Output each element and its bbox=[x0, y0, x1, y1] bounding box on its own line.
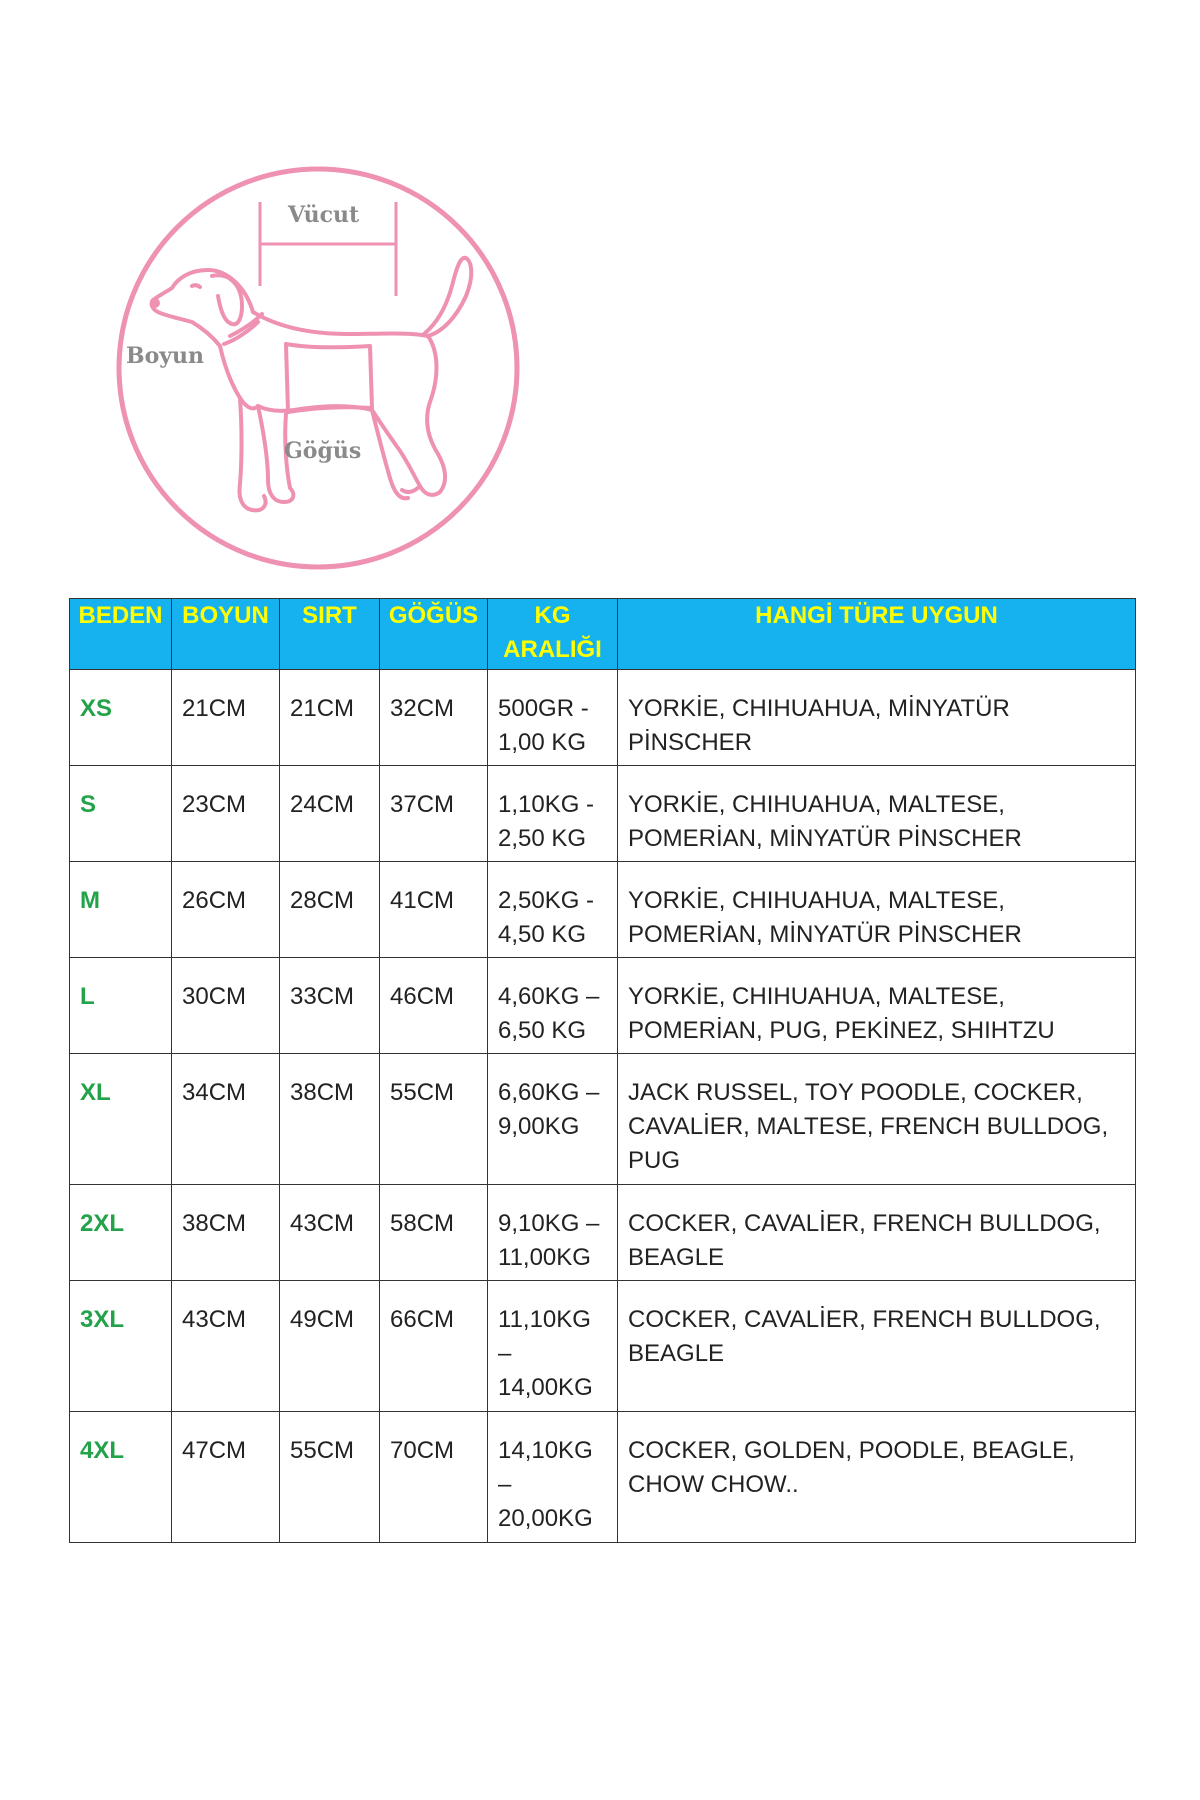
neck-cell: 47CM bbox=[172, 1412, 280, 1543]
label-body: Vücut bbox=[288, 202, 360, 228]
table-row bbox=[70, 1054, 1136, 1185]
weight-range-cell: 500GR - 1,00 KG bbox=[488, 670, 618, 766]
back-cell: 28CM bbox=[280, 862, 380, 958]
breeds-cell: JACK RUSSEL, TOY POODLE, COCKER, CAVALİER, MALTESE, FRENCH BULLDOG, PUG bbox=[618, 1054, 1136, 1185]
neck-cell: 26CM bbox=[172, 862, 280, 958]
label-neck: Boyun bbox=[126, 343, 205, 369]
weight-range-cell: 9,10KG – 11,00KG bbox=[488, 1185, 618, 1281]
weight-range-cell: 6,60KG – 9,00KG bbox=[488, 1054, 618, 1185]
label-chest: Göğüs bbox=[284, 438, 362, 464]
table-row bbox=[70, 1281, 1136, 1412]
back-cell: 55CM bbox=[280, 1412, 380, 1543]
dog-icon bbox=[152, 258, 472, 511]
table-row bbox=[70, 862, 1136, 958]
weight-range-cell: 1,10KG - 2,50 KG bbox=[488, 766, 618, 862]
size-cell: XL bbox=[70, 1054, 172, 1185]
size-cell: 2XL bbox=[70, 1185, 172, 1281]
size-table bbox=[69, 598, 1136, 1543]
size-cell: 3XL bbox=[70, 1281, 172, 1412]
size-cell: M bbox=[70, 862, 172, 958]
neck-cell: 38CM bbox=[172, 1185, 280, 1281]
table-row bbox=[70, 1185, 1136, 1281]
neck-cell: 23CM bbox=[172, 766, 280, 862]
back-cell: 21CM bbox=[280, 670, 380, 766]
chest-cell: 55CM bbox=[380, 1054, 488, 1185]
table-header-row bbox=[70, 599, 1136, 670]
back-cell: 49CM bbox=[280, 1281, 380, 1412]
dog-measurement-diagram bbox=[108, 158, 528, 578]
back-cell: 43CM bbox=[280, 1185, 380, 1281]
breeds-cell: COCKER, CAVALİER, FRENCH BULLDOG, BEAGLE bbox=[618, 1185, 1136, 1281]
table-row bbox=[70, 766, 1136, 862]
header-kg-araligi: KG ARALIĞI bbox=[488, 599, 618, 670]
header-gogus: GÖĞÜS bbox=[380, 599, 488, 670]
chest-cell: 41CM bbox=[380, 862, 488, 958]
table-row bbox=[70, 670, 1136, 766]
breeds-cell: YORKİE, CHIHUAHUA, MALTESE, POMERİAN, MİNYATÜR PİNSCHER bbox=[618, 766, 1136, 862]
header-boyun: BOYUN bbox=[172, 599, 280, 670]
chest-cell: 70CM bbox=[380, 1412, 488, 1543]
chest-cell: 66CM bbox=[380, 1281, 488, 1412]
breeds-cell: COCKER, CAVALİER, FRENCH BULLDOG, BEAGLE bbox=[618, 1281, 1136, 1412]
breeds-cell: YORKİE, CHIHUAHUA, MİNYATÜR PİNSCHER bbox=[618, 670, 1136, 766]
neck-cell: 21CM bbox=[172, 670, 280, 766]
chest-cell: 37CM bbox=[380, 766, 488, 862]
size-cell: 4XL bbox=[70, 1412, 172, 1543]
weight-range-cell: 11,10KG – 14,00KG bbox=[488, 1281, 618, 1412]
back-cell: 38CM bbox=[280, 1054, 380, 1185]
breeds-cell: YORKİE, CHIHUAHUA, MALTESE, POMERİAN, PUG, PEKİNEZ, SHIHTZU bbox=[618, 958, 1136, 1054]
breeds-cell: COCKER, GOLDEN, POODLE, BEAGLE, CHOW CHOW.. bbox=[618, 1412, 1136, 1543]
table-row bbox=[70, 958, 1136, 1054]
size-cell: S bbox=[70, 766, 172, 862]
header-hangi-ture-uygun: HANGİ TÜRE UYGUN bbox=[618, 599, 1136, 670]
weight-range-cell: 14,10KG – 20,00KG bbox=[488, 1412, 618, 1543]
weight-range-cell: 4,60KG – 6,50 KG bbox=[488, 958, 618, 1054]
neck-cell: 34CM bbox=[172, 1054, 280, 1185]
back-cell: 33CM bbox=[280, 958, 380, 1054]
size-cell: XS bbox=[70, 670, 172, 766]
header-sirt: SIRT bbox=[280, 599, 380, 670]
header-beden: BEDEN bbox=[70, 599, 172, 670]
size-cell: L bbox=[70, 958, 172, 1054]
neck-cell: 30CM bbox=[172, 958, 280, 1054]
weight-range-cell: 2,50KG - 4,50 KG bbox=[488, 862, 618, 958]
table-row bbox=[70, 1412, 1136, 1543]
chest-cell: 46CM bbox=[380, 958, 488, 1054]
chest-cell: 32CM bbox=[380, 670, 488, 766]
chest-cell: 58CM bbox=[380, 1185, 488, 1281]
breeds-cell: YORKİE, CHIHUAHUA, MALTESE, POMERİAN, MİNYATÜR PİNSCHER bbox=[618, 862, 1136, 958]
back-cell: 24CM bbox=[280, 766, 380, 862]
neck-cell: 43CM bbox=[172, 1281, 280, 1412]
